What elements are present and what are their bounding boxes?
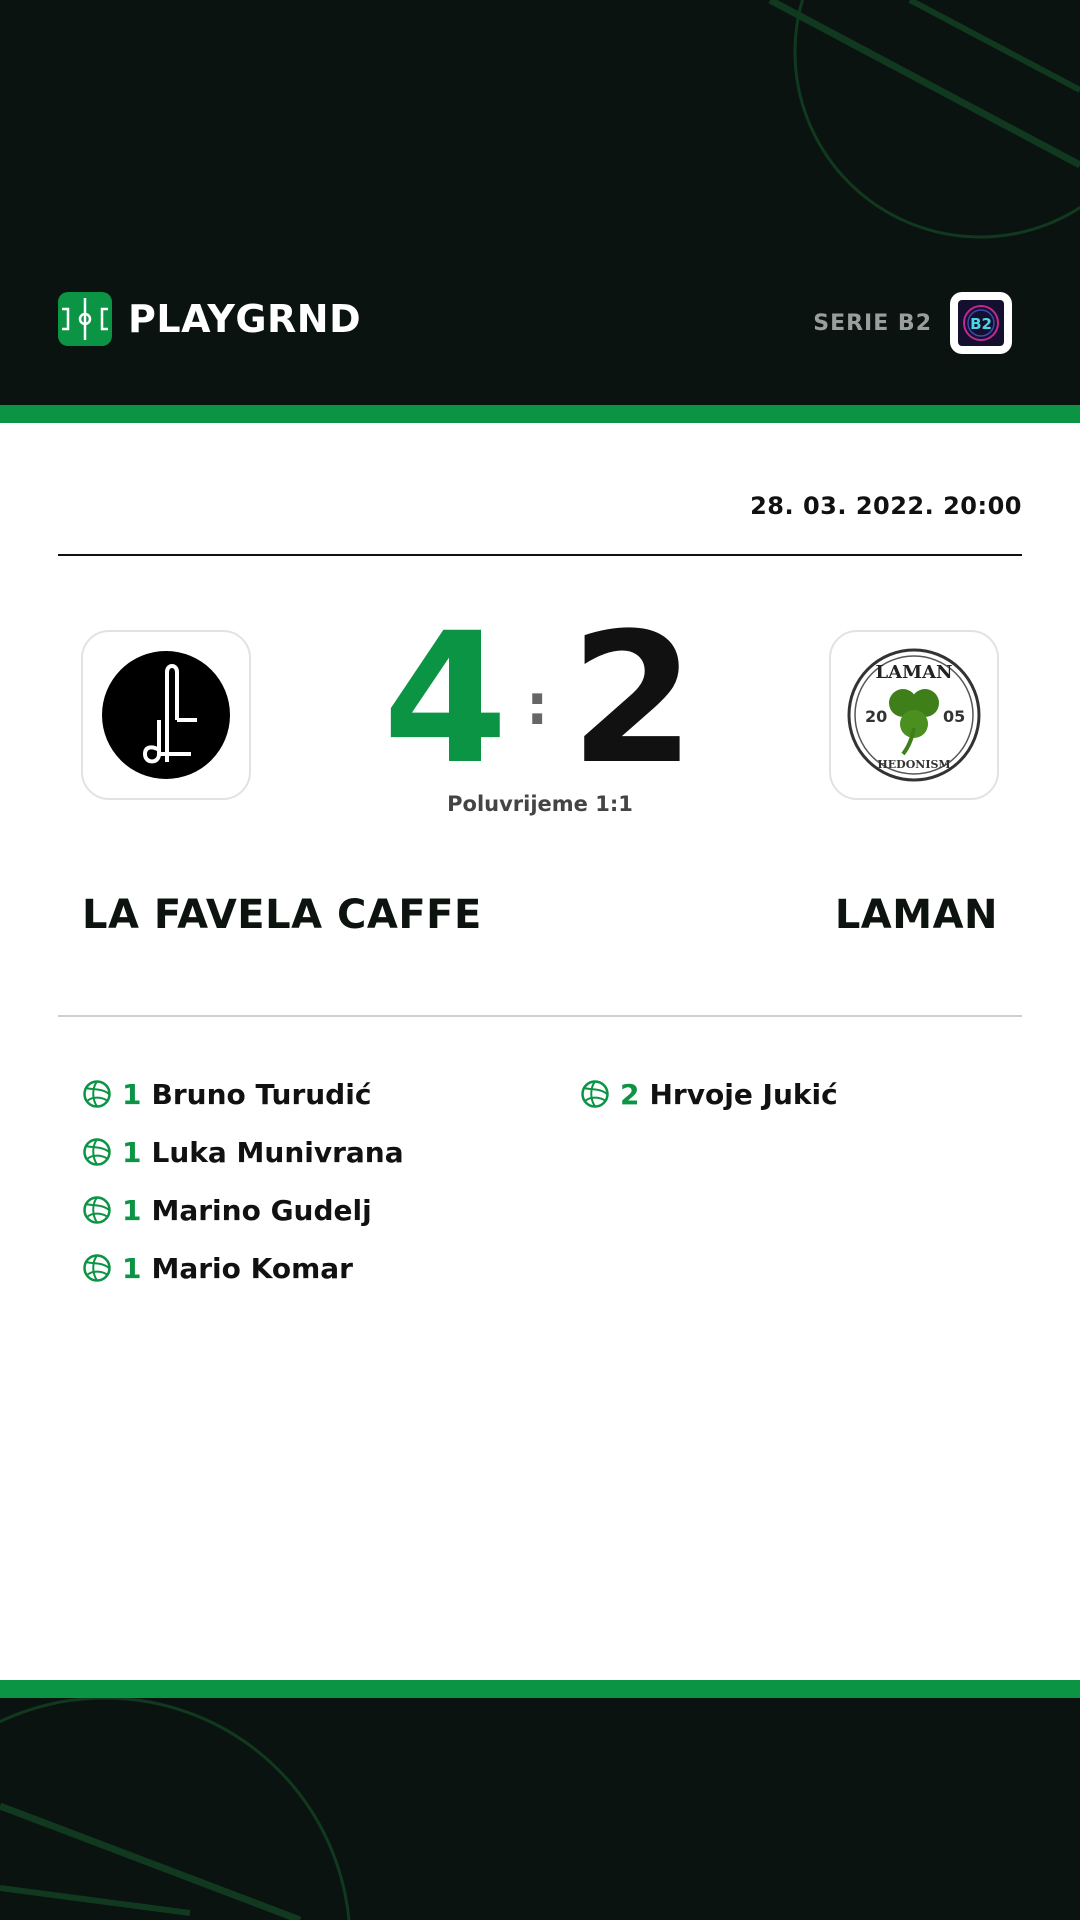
halftime-score: Poluvrijeme 1:1 [447, 792, 633, 816]
player-name: Hrvoje Jukić [649, 1077, 838, 1111]
header-band [0, 0, 1080, 405]
match-datetime: 28. 03. 2022. 20:00 [750, 492, 1022, 520]
league-badge [950, 292, 1012, 354]
league [813, 292, 1012, 354]
home-scorers-list [82, 1065, 542, 1297]
away-team-name: LAMAN [834, 892, 998, 938]
away-score: 2 [570, 595, 696, 804]
pitch-lines-decoration [0, 1698, 1080, 1920]
list-item [82, 1065, 542, 1123]
laman-logo-year-right: 05 [943, 707, 966, 726]
ball-icon [82, 1195, 112, 1225]
player-name: Luka Munivrana [151, 1135, 404, 1169]
list-item [82, 1123, 542, 1181]
la-favela-logo [101, 650, 231, 780]
away-team-logo [829, 630, 999, 800]
laman-logo [847, 648, 981, 782]
footer-band [0, 1698, 1080, 1920]
laman-logo-text-bottom: HEDONISM [877, 758, 951, 771]
ball-icon [82, 1137, 112, 1167]
ball-icon [82, 1253, 112, 1283]
home-score: 4 [382, 595, 508, 804]
brand-name: PLAYGRND [128, 297, 362, 341]
goals-count: 1 [122, 1193, 142, 1227]
divider [58, 554, 1022, 556]
league-name: SERIE B2 [813, 310, 932, 336]
goals-count: 1 [122, 1135, 142, 1169]
accent-strip-bottom [0, 1680, 1080, 1698]
player-name: Bruno Turudić [151, 1077, 372, 1111]
accent-strip-top [0, 405, 1080, 423]
divider-light [58, 1015, 1022, 1017]
brand [58, 292, 361, 346]
player-name: Mario Komar [151, 1251, 353, 1285]
laman-logo-text-top: LAMAN [875, 662, 953, 683]
list-item [82, 1239, 542, 1297]
ball-icon [82, 1079, 112, 1109]
goals-count: 1 [122, 1251, 142, 1285]
list-item [82, 1181, 542, 1239]
list-item [580, 1065, 1040, 1123]
score-separator: : [526, 673, 549, 738]
pitch-icon [58, 292, 112, 346]
player-name: Marino Gudelj [151, 1193, 372, 1227]
goals-count: 1 [122, 1077, 142, 1111]
goals-count: 2 [620, 1077, 640, 1111]
laman-logo-year-left: 20 [865, 707, 888, 726]
home-team-logo [81, 630, 251, 800]
home-team-name: LA FAVELA CAFFE [82, 892, 482, 938]
ball-icon [580, 1079, 610, 1109]
away-scorers-list [580, 1065, 1040, 1123]
league-badge-text: B2 [970, 315, 992, 333]
